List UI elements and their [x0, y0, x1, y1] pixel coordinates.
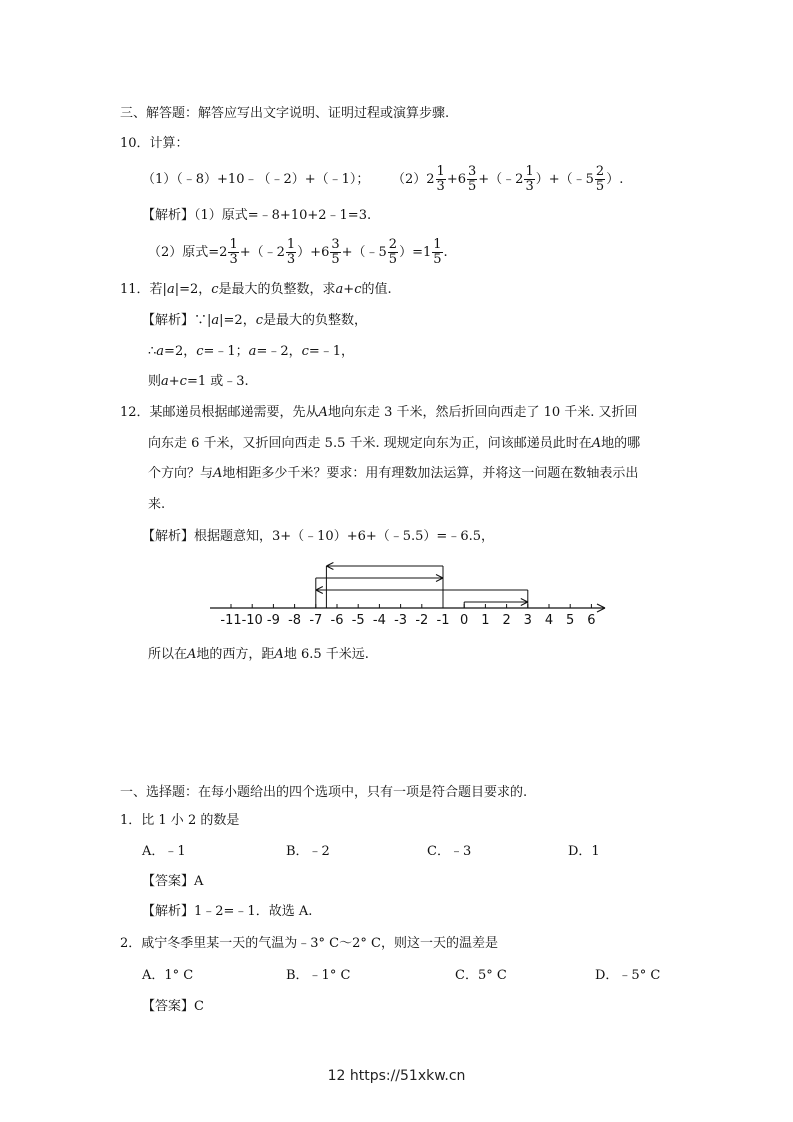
fraction: $\frac{1}{3}$: [229, 237, 238, 267]
tick-label: -11: [220, 613, 242, 628]
q12-stem-line-2: 向东走 6 千米，又折回向西走 5.5 千米. 现规定向东为正，问该邮递员此时在A地的哪: [148, 436, 641, 451]
q2-option-c: C．5° C: [455, 968, 507, 983]
q12-answer: 【解析】根据题意知，3+（﹣10）+6+（﹣5.5）=﹣6.5，: [142, 529, 495, 544]
tick-label: 3: [523, 613, 532, 628]
q11-stem: 11．若|a|=2，c是最大的负整数，求a+c的值.: [120, 282, 392, 297]
q10-ans2-term3: +（﹣5: [341, 245, 387, 260]
q1-option-d: D．1: [568, 844, 600, 859]
tick-label: -1: [436, 613, 450, 628]
q10-ans2-prefix: （2）原式=2: [148, 245, 228, 260]
q10-answer-1: 【解析】（1）原式=﹣8+10+2﹣1=3.: [142, 208, 372, 223]
q2-stem: 2．咸宁冬季里某一天的气温为﹣3° C～2° C，则这一天的温差是: [120, 936, 498, 951]
tick-label: -7: [309, 613, 323, 628]
q11-answer-1: 【解析】∵|a|=2，c是最大的负整数，: [142, 313, 367, 328]
q10-p2-prefix: （2）2: [392, 172, 435, 187]
q2-option-a: A．1° C: [142, 968, 194, 983]
fraction: $\frac{3}{5}$: [468, 164, 477, 194]
movement-arrow: [316, 575, 443, 609]
q1-answer: 【答案】A: [142, 874, 204, 889]
q12-stem-line-1: 12．某邮递员根据邮递需要，先从A地向东走 3 千米，然后折回向西走了 10 千米. 又折回: [120, 405, 638, 420]
q10-answer-2: [148, 233, 448, 273]
q1-option-a: A．﹣1: [142, 844, 186, 859]
q1-analysis: 【解析】1﹣2=﹣1．故选 A.: [142, 904, 313, 919]
movement-arrow: [326, 563, 443, 609]
tick-label: 5: [566, 613, 575, 628]
fraction: $\frac{2}{5}$: [388, 237, 398, 267]
fraction: $\frac{3}{5}$: [331, 237, 340, 267]
tick-label: -10: [241, 613, 263, 628]
tick-label: -5: [351, 613, 365, 628]
q10-ans2-term1: +（﹣2: [239, 245, 285, 260]
var-a: a: [166, 282, 175, 297]
q2-option-d: D．﹣5° C: [595, 968, 661, 983]
q2-answer: 【答案】C: [142, 999, 204, 1014]
tick-label: -4: [372, 613, 386, 628]
q10-p2-term3: ）+（﹣5: [535, 172, 594, 187]
fraction: $\frac{1}{3}$: [525, 164, 534, 194]
tick-label: 4: [544, 613, 554, 628]
section-header-answer: 三、解答题：解答应写出文字说明、证明过程或演算步骤.: [120, 106, 450, 121]
q10-ans2-end: .: [443, 245, 448, 260]
fraction: $\frac{1}{5}$: [433, 237, 442, 267]
q1-option-c: C．﹣3: [427, 844, 472, 859]
q10-ans2-term4: ）=1: [399, 245, 432, 260]
q11-answer-2: ∴a=2，c=﹣1；a=﹣2，c=﹣1，: [148, 344, 355, 359]
q1-option-b: B．﹣2: [286, 844, 330, 859]
q11-answer-3: 则a+c=1 或﹣3.: [148, 374, 249, 389]
tick-label: 0: [460, 613, 469, 628]
var-c: c: [211, 282, 219, 297]
q1-stem: 1．比 1 小 2 的数是: [120, 813, 240, 828]
fraction: $\frac{1}{3}$: [286, 237, 296, 267]
tick-label: 6: [587, 613, 596, 628]
tick-label: -2: [415, 613, 429, 628]
movement-arrow: [464, 599, 528, 609]
tick-label: -9: [266, 613, 280, 628]
tick-label: -8: [288, 613, 302, 628]
q10-p2-term1: +6: [446, 172, 466, 187]
q10-part2: [392, 160, 623, 200]
section-header-choice: 一、选择题：在每小题给出的四个选项中，只有一项是符合题目要求的.: [120, 785, 528, 800]
fraction: $\frac{2}{5}$: [595, 164, 605, 194]
q12-conclusion: 所以在A地的西方，距A地 6.5 千米远.: [148, 647, 369, 662]
tick-label: -6: [330, 613, 344, 628]
q10-stem: 10．计算：: [120, 136, 189, 151]
q2-option-b: B．﹣1° C: [286, 968, 351, 983]
q12-stem-line-3: 个方向？与A地相距多少千米？要求：用有理数加法运算，并将这一问题在数轴表示出: [148, 466, 639, 481]
tick-label: 1: [481, 613, 490, 628]
tick-label: -3: [394, 613, 408, 628]
q10-p2-end: ）.: [606, 172, 624, 187]
page-footer: 12 https://51xkw.cn: [327, 1068, 466, 1084]
q10-p2-term2: +（﹣2: [478, 172, 524, 187]
q10-part1: （1）（﹣8）+10﹣（﹣2）+（﹣1）；: [142, 172, 370, 187]
q12-stem-line-4: 来.: [148, 497, 166, 512]
var-a-plus-c: a+c: [335, 282, 362, 297]
fraction: $\frac{1}{3}$: [436, 164, 445, 194]
tick-label: 2: [502, 613, 511, 628]
q10-ans2-term2: ）+6: [297, 245, 330, 260]
number-line-diagram: [200, 555, 620, 635]
